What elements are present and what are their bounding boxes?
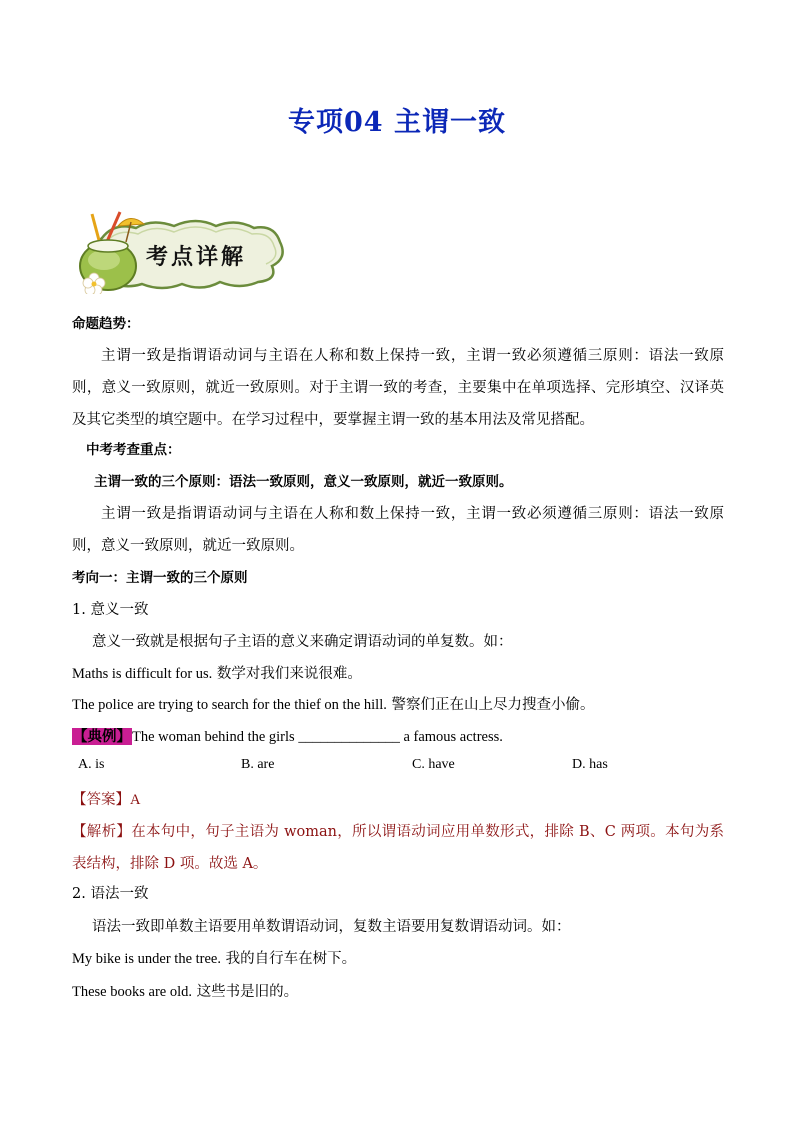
principles-summary: 主谓一致的三个原则：语法一致原则，意义一致原则，就近一致原则。 [94,474,513,490]
trend-paragraph: 主谓一致是指谓语动词与主语在人称和数上保持一致，主谓一致必须遵循三原则：语法一致原则，意义一致原则，就近一致原则。对于主谓一致的考查，主要集中在单项选择、完形填空、汉译英及其它类型的填空题中。在学习过程中，要掌握主谓一致的基本用法及常见搭配。 [72,348,724,428]
example-tag: 【典例】 [73,728,131,745]
example-chinese: 警察们正在山上尽力搜查小偷。 [391,697,595,713]
example-english: Maths is difficult for us. [72,666,213,682]
question-text-end: a famous actress. [399,729,503,745]
item1-title: 1. 意义一致 [72,602,149,618]
exam-heading: 中考考查重点： [86,442,181,458]
direction-heading: 考向一：主谓一致的三个原则 [72,570,248,586]
page-title: 专项04 主谓一致 [288,107,506,138]
option-c: C. have [412,757,455,772]
item1-example2 [72,695,594,715]
option-a: A. is [78,757,105,772]
item2-example1 [72,949,356,969]
example-chinese: 数学对我们来说很难。 [216,666,362,682]
analysis-tag: 【解析】 [72,824,132,840]
trend-heading: 命题趋势： [72,316,140,332]
example-chinese: 我的自行车在树下。 [225,951,357,967]
item1-example1 [72,664,362,684]
section-banner [74,208,286,294]
example-english: The police are trying to search for the thief on the hill. [72,697,387,713]
example-chinese: 这些书是旧的。 [196,984,299,1000]
option-b: B. are [241,757,275,772]
answer-blank: ______________ [298,729,400,745]
answer-line [72,790,140,810]
item2-description: 语法一致即单数主语要用单数谓语动词，复数主语要用复数谓语动词。如： [92,919,571,935]
analysis-text: 在本句中，句子主语为 woman，所以谓语动词应用单数形式，排除 B、C 两项。本句为系表结构，排除 D 项。故选 A。 [72,824,725,872]
example-english: My bike is under the tree. [72,951,221,967]
example-question [72,727,503,747]
banner-label: 考点详解 [146,244,247,270]
answer-value: A [130,792,141,808]
analysis-paragraph [72,816,724,880]
item2-example2 [72,982,298,1002]
question-text: The woman behind the girls [132,729,299,745]
answer-tag: 【答案】 [72,792,130,808]
option-d: D. has [572,757,608,772]
item1-description: 意义一致就是根据句子主语的意义来确定谓语动词的单复数。如： [92,634,513,650]
exam-paragraph: 主谓一致是指谓语动词与主语在人称和数上保持一致，主谓一致必须遵循三原则：语法一致原则，意义一致原则，就近一致原则。 [72,506,724,554]
item2-title: 2. 语法一致 [72,886,149,902]
example-english: These books are old. [72,984,192,1000]
